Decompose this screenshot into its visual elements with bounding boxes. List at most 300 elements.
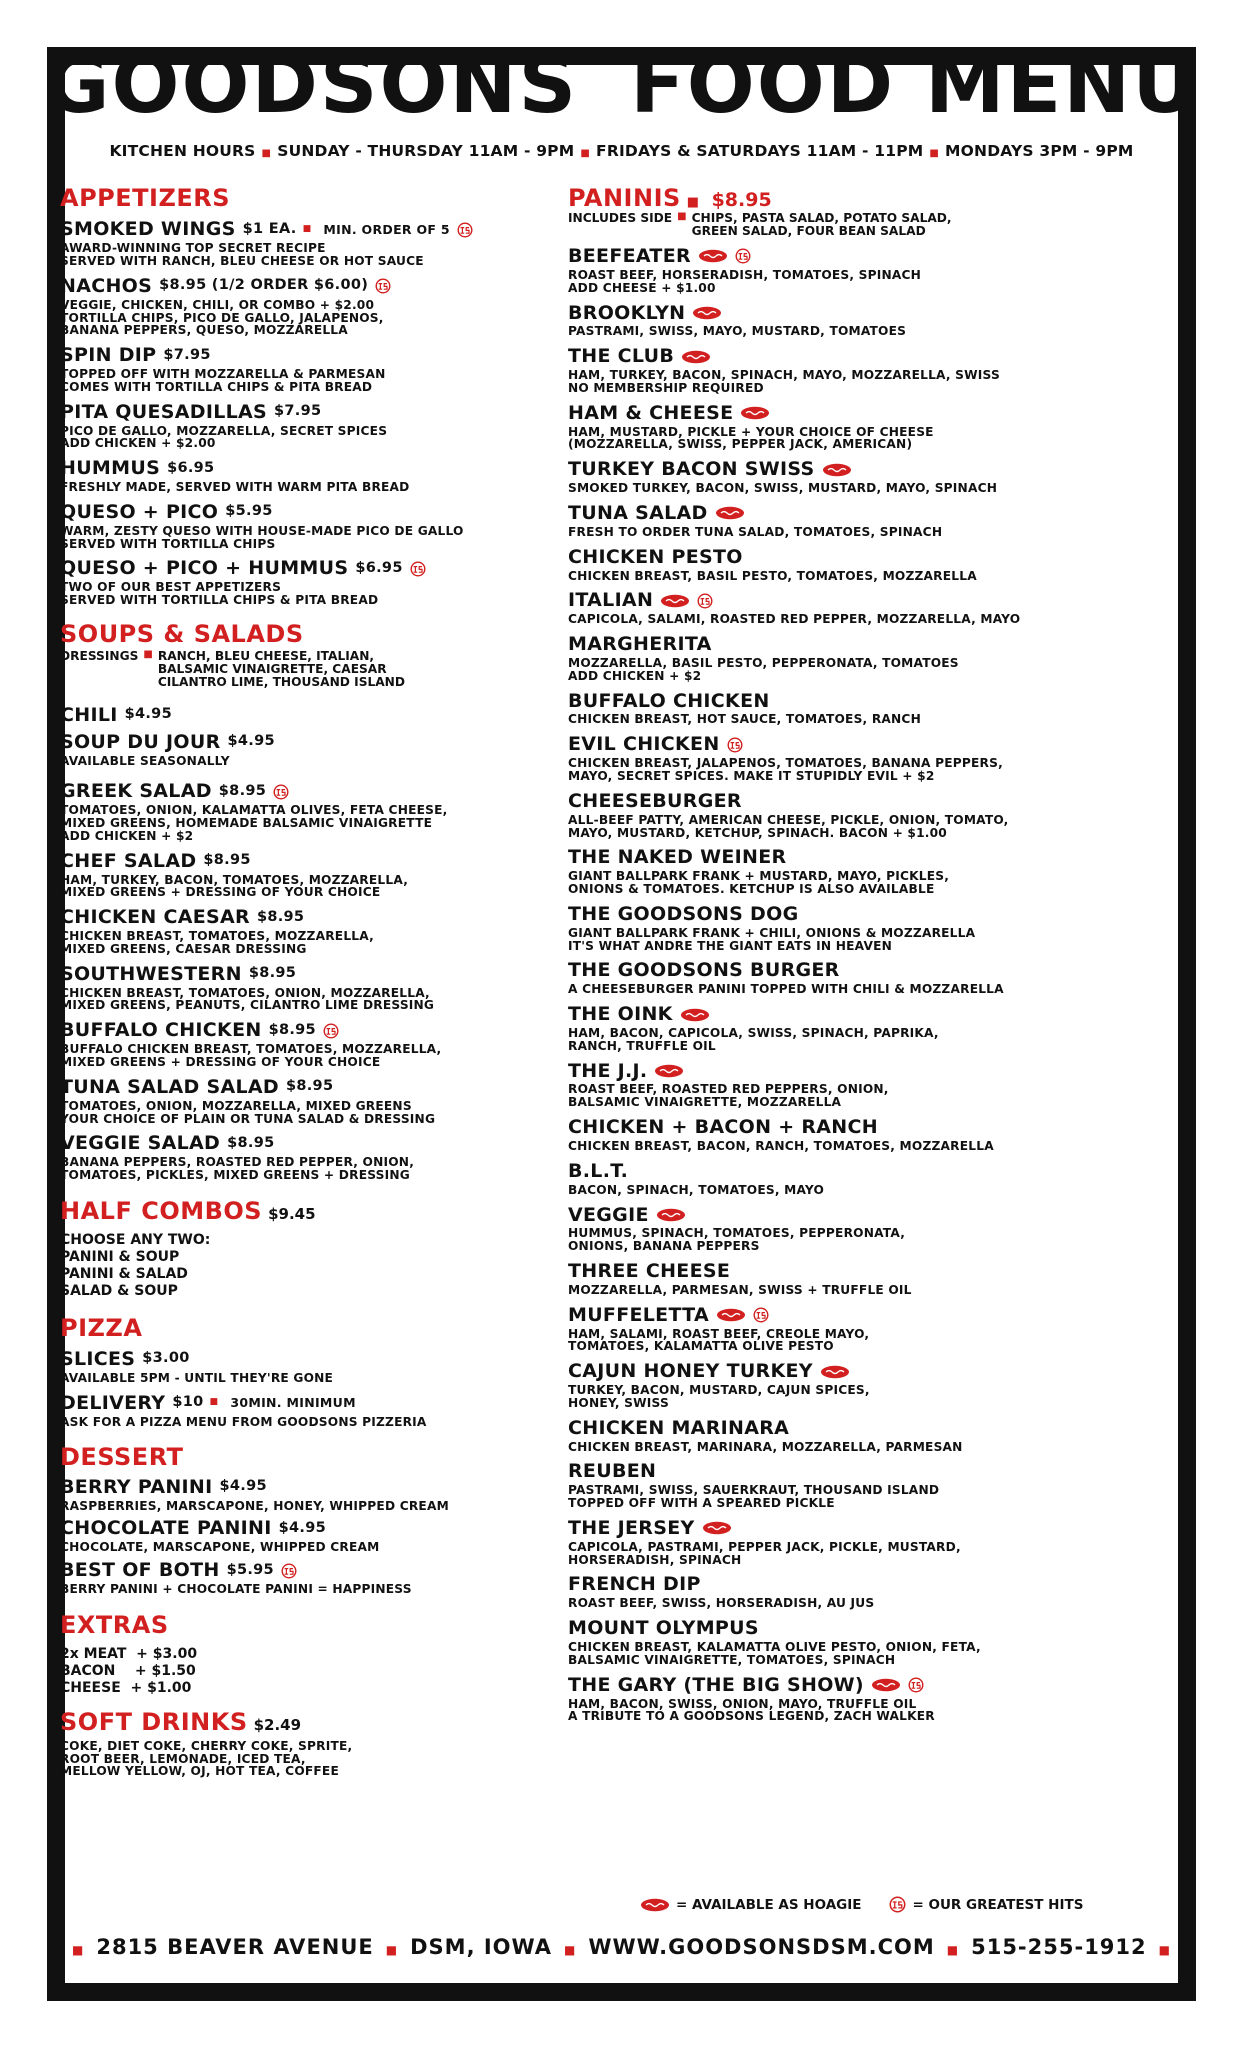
item-description — [60, 804, 560, 842]
item-note: 30MIN. MINIMUM — [230, 1395, 356, 1411]
item-description — [568, 1541, 1098, 1567]
description-line: RASPBERRIES, MARSCAPONE, HONEY, WHIPPED CREAM — [60, 1498, 449, 1513]
menu-item — [568, 904, 1098, 953]
item-name-row — [60, 964, 560, 985]
item-name: BEEFEATER — [568, 245, 691, 268]
menu-item — [568, 1261, 1098, 1297]
drink-line: COKE, DIET COKE, CHERRY COKE, SPRITE, — [60, 1738, 353, 1753]
menu-item — [568, 1618, 1098, 1667]
item-note: MIN. ORDER OF 5 — [323, 221, 450, 237]
hoagie-icon — [656, 1208, 686, 1222]
description-line: HAM, MUSTARD, PICKLE + YOUR CHOICE OF CHEESE — [568, 424, 934, 439]
item-description — [568, 570, 1098, 583]
description-line: BUFFALO CHICKEN BREAST, TOMATOES, MOZZARELLA, — [60, 1042, 442, 1057]
item-description — [60, 1100, 560, 1126]
item-name-row — [60, 1477, 560, 1498]
dressings-label: DRESSINGS — [60, 649, 139, 664]
item-name: SOUTHWESTERN — [60, 962, 242, 985]
item-description — [568, 613, 1098, 626]
separator: ■ — [72, 1943, 85, 1957]
item-description — [568, 1184, 1098, 1197]
section-title-appetizers: APPETIZERS — [60, 184, 231, 212]
footer-entry: DSM, IOWA — [410, 1935, 552, 1959]
item-description — [60, 481, 560, 494]
item-name: MUFFELETTA — [568, 1303, 709, 1326]
item-name: THE NAKED WEINER — [568, 846, 787, 869]
menu-item — [568, 246, 1098, 295]
combo-line: CHOOSE ANY TWO: — [60, 1232, 211, 1249]
item-description — [60, 525, 560, 551]
item-name: THE GOODSONS BURGER — [568, 959, 840, 982]
item-name-row — [60, 558, 560, 579]
hoagie-icon — [822, 463, 852, 477]
description-line: GIANT BALLPARK FRANK + MUSTARD, MAYO, PICKLES, — [568, 869, 950, 884]
item-description — [568, 325, 1098, 338]
item-description — [568, 1328, 1098, 1354]
menu-item — [568, 791, 1098, 840]
item-name-row — [568, 1004, 1098, 1025]
description-line: ADD CHEESE + $1.00 — [568, 280, 716, 295]
description-line: CHOCOLATE, MARSCAPONE, WHIPPED CREAM — [60, 1540, 380, 1555]
description-line: MIXED GREENS + DRESSING OF YOUR CHOICE — [60, 885, 381, 900]
description-line: BALSAMIC VINAIGRETTE, TOMATOES, SPINACH — [568, 1652, 896, 1667]
hoagie-icon — [692, 306, 722, 320]
menu-item — [60, 1560, 560, 1596]
description-line: ADD CHICKEN + $2.00 — [60, 436, 216, 451]
menu-item — [60, 219, 560, 268]
hours-entry: FRIDAYS & SATURDAYS 11AM - 11PM — [596, 142, 924, 160]
description-line: HAM, BACON, SWISS, ONION, MAYO, TRUFFLE OIL — [568, 1696, 917, 1711]
description-line: FRESH TO ORDER TUNA SALAD, TOMATOES, SPINACH — [568, 524, 943, 539]
description-line: NO MEMBERSHIP REQUIRED — [568, 380, 764, 395]
paninis-title: PANINIS — [568, 184, 681, 212]
item-name: THE JERSEY — [568, 1516, 695, 1539]
menu-item — [60, 1020, 560, 1069]
item-description — [568, 927, 1098, 953]
hoagie-icon — [681, 350, 711, 364]
soft-drinks-title: SOFT DRINKS — [60, 1708, 248, 1737]
hoagie-icon — [680, 1008, 710, 1022]
item-price: $4.95 — [278, 1519, 326, 1536]
menu-item — [568, 459, 1098, 495]
menu-item — [568, 503, 1098, 539]
description-line: TURKEY, BACON, MUSTARD, CAJUN SPICES, — [568, 1383, 870, 1398]
item-description — [568, 1027, 1098, 1053]
description-line: MIXED GREENS, PEANUTS, CILANTRO LIME DRESSING — [60, 998, 435, 1013]
side-label: INCLUDES SIDE — [568, 211, 673, 226]
description-line: MIXED GREENS, HOMEMADE BALSAMIC VINAIGRETTE — [60, 816, 433, 831]
description-line: CHICKEN BREAST, TOMATOES, ONION, MOZZARELLA, — [60, 985, 430, 1000]
menu-item — [60, 1393, 560, 1429]
section-title-pizza: PIZZA — [60, 1313, 143, 1342]
item-description — [60, 1541, 560, 1554]
item-description — [568, 1140, 1098, 1153]
item-description — [568, 1597, 1098, 1610]
description-line: PICO DE GALLO, MOZZARELLA, SECRET SPICES — [60, 423, 388, 438]
separator: ■ — [261, 148, 272, 159]
item-name: TUNA SALAD — [568, 501, 708, 524]
item-name-row — [60, 1133, 560, 1154]
separator: ■ — [302, 223, 312, 234]
extra-line: 2x MEAT + $3.00 — [60, 1646, 198, 1663]
description-line: TOMATOES, ONION, KALAMATTA OLIVES, FETA CHEESE, — [60, 803, 448, 818]
title-goodsons: GOODSONS — [43, 38, 579, 131]
menu-item — [60, 502, 560, 551]
description-line: HAM, TURKEY, BACON, SPINACH, MAYO, MOZZARELLA, SWISS — [568, 368, 1000, 383]
greatest-hits-icon — [281, 1563, 297, 1579]
combo-line: PANINI & SALAD — [60, 1266, 188, 1283]
item-description — [60, 1500, 560, 1513]
description-line: WARM, ZESTY QUESO WITH HOUSE-MADE PICO DE GALLO — [60, 523, 464, 538]
item-name: BUFFALO CHICKEN — [60, 1019, 262, 1042]
description-line: TWO OF OUR BEST APPETIZERS — [60, 580, 282, 595]
item-name-row — [60, 345, 560, 366]
hoagie-icon — [716, 1308, 746, 1322]
item-description — [568, 1384, 1098, 1410]
item-name-row — [568, 847, 1098, 868]
description-line: CHICKEN BREAST, MARINARA, MOZZARELLA, PARMESAN — [568, 1439, 963, 1454]
combo-line: PANINI & SOUP — [60, 1249, 180, 1266]
item-name-row — [568, 303, 1098, 324]
menu-item — [568, 1574, 1098, 1610]
greatest-hits-icon — [375, 278, 391, 294]
extras-lines — [60, 1646, 560, 1697]
description-line: CHICKEN BREAST, BASIL PESTO, TOMATOES, MOZZARELLA — [568, 568, 977, 583]
description-line: MAYO, SECRET SPICES. MAKE IT STUPIDLY EVIL + $2 — [568, 769, 935, 783]
greatest-hits-icon — [889, 1896, 906, 1913]
side-line: GREEN SALAD, FOUR BEAN SALAD — [691, 224, 926, 239]
menu-item — [60, 1133, 560, 1182]
menu-item — [60, 732, 560, 768]
item-name-row — [568, 547, 1098, 568]
hoagie-icon — [702, 1521, 732, 1535]
description-line: HAM, BACON, CAPICOLA, SWISS, SPINACH, PAPRIKA, — [568, 1025, 939, 1040]
item-name-row — [60, 705, 560, 726]
item-name-row — [60, 1020, 560, 1041]
description-line: AVAILABLE SEASONALLY — [60, 753, 230, 768]
menu-item — [60, 558, 560, 607]
item-name: THE J.J. — [568, 1059, 648, 1082]
item-name-row — [568, 1205, 1098, 1226]
menu-item — [568, 734, 1098, 783]
item-name: CHEESEBURGER — [568, 789, 742, 812]
item-name: THE CLUB — [568, 345, 675, 368]
right-column — [568, 185, 1098, 1723]
description-line: MIXED GREENS + DRESSING OF YOUR CHOICE — [60, 1055, 381, 1069]
separator: ■ — [1158, 1943, 1171, 1957]
menu-item — [568, 1418, 1098, 1454]
description-line: CAPICOLA, SALAMI, ROASTED RED PEPPER, MOZZARELLA, MAYO — [568, 612, 1021, 627]
item-name: BUFFALO CHICKEN — [568, 689, 770, 712]
item-name-row — [568, 1061, 1098, 1082]
item-price: $10 — [172, 1394, 204, 1411]
footer-entry: 2815 BEAVER AVENUE — [96, 1935, 374, 1959]
item-name: NACHOS — [60, 274, 153, 297]
item-description — [568, 369, 1098, 395]
item-description — [568, 814, 1098, 840]
item-description — [568, 983, 1098, 996]
item-name: THREE CHEESE — [568, 1260, 731, 1283]
description-line: ONIONS & TOMATOES. KETCHUP IS ALSO AVAILABLE — [568, 882, 935, 897]
item-name-row — [568, 904, 1098, 925]
separator: ■ — [209, 1397, 219, 1408]
menu-item — [568, 1675, 1098, 1724]
section-title-soups-salads: SOUPS & SALADS — [60, 620, 304, 648]
item-description — [568, 1484, 1098, 1510]
legend-hoagie-text: = AVAILABLE AS HOAGIE — [676, 1896, 862, 1913]
item-name: VEGGIE SALAD — [60, 1132, 221, 1155]
item-name: PITA QUESADILLAS — [60, 400, 267, 423]
greatest-hits-icon — [410, 561, 426, 577]
description-line: TOMATOES, ONION, MOZZARELLA, MIXED GREENS — [60, 1098, 412, 1113]
description-line: MIXED GREENS, CAESAR DRESSING — [60, 941, 307, 956]
item-name-row — [568, 1261, 1098, 1282]
half-combos-price: $9.45 — [268, 1204, 316, 1223]
item-name: CHICKEN + BACON + RANCH — [568, 1116, 878, 1139]
item-name: HAM & CHEESE — [568, 401, 734, 424]
hoagie-icon — [715, 506, 745, 520]
item-description — [60, 1156, 560, 1182]
separator: ■ — [946, 1943, 960, 1957]
item-name: GREEK SALAD — [60, 780, 212, 803]
soups-list — [60, 705, 560, 768]
menu-item — [60, 276, 560, 337]
greatest-hits-icon — [908, 1677, 924, 1693]
item-description — [60, 581, 560, 607]
menu-item — [568, 303, 1098, 339]
section-title-soft-drinks — [60, 1709, 560, 1735]
item-name-row — [60, 276, 560, 297]
item-description — [60, 1372, 560, 1385]
description-line: ASK FOR A PIZZA MENU FROM GOODSONS PIZZERIA — [60, 1414, 427, 1429]
hours-entry: KITCHEN HOURS — [109, 142, 256, 160]
menu-item — [568, 960, 1098, 996]
hoagie-icon — [820, 1365, 850, 1379]
menu-item — [60, 781, 560, 842]
greatest-hits-icon — [273, 784, 289, 800]
item-name: DELIVERY — [60, 1391, 166, 1414]
item-name-row — [568, 1361, 1098, 1382]
item-description — [60, 987, 560, 1013]
item-price: $1 EA. — [242, 220, 297, 237]
item-name: THE GOODSONS DOG — [568, 902, 799, 925]
hoagie-icon — [871, 1678, 901, 1692]
item-price: $8.95 (1/2 ORDER $6.00) — [159, 277, 369, 294]
description-line: CAPICOLA, PASTRAMI, PEPPER JACK, PICKLE, MUSTARD, — [568, 1539, 961, 1554]
legend — [640, 1896, 1083, 1913]
item-name-row — [568, 734, 1098, 755]
item-description — [60, 1583, 560, 1596]
greatest-hits-icon — [457, 222, 473, 238]
item-description — [568, 1083, 1098, 1109]
footer-entry: 515-255-1912 — [971, 1935, 1147, 1959]
item-description — [60, 299, 560, 337]
item-name: CHICKEN PESTO — [568, 545, 743, 568]
item-description — [568, 713, 1098, 726]
legend-hits-text: = OUR GREATEST HITS — [912, 1896, 1084, 1913]
description-line: AVAILABLE 5PM - UNTIL THEY'RE GONE — [60, 1370, 334, 1385]
description-line: BACON, SPINACH, TOMATOES, MAYO — [568, 1182, 825, 1197]
item-name-row — [568, 503, 1098, 524]
item-description — [568, 757, 1098, 783]
item-price: $6.95 — [167, 459, 215, 476]
item-name-row — [60, 1393, 560, 1414]
menu-item — [568, 1305, 1098, 1354]
description-line: ALL-BEEF PATTY, AMERICAN CHEESE, PICKLE, ONION, TOMATO, — [568, 812, 1009, 827]
menu-item — [568, 1205, 1098, 1254]
item-description — [568, 269, 1098, 295]
description-line: RANCH, TRUFFLE OIL — [568, 1038, 716, 1053]
dressing-line: CILANTRO LIME, THOUSAND ISLAND — [157, 675, 405, 690]
item-name-row — [568, 346, 1098, 367]
description-line: A CHEESEBURGER PANINI TOPPED WITH CHILI & MOZZARELLA — [568, 982, 1004, 997]
item-price: $8.95 — [268, 1021, 316, 1038]
item-name: THE GARY (THE BIG SHOW) — [568, 1673, 864, 1696]
paninis-price: $8.95 — [711, 189, 772, 211]
half-combos-title: HALF COMBOS — [60, 1196, 263, 1225]
description-line: (MOZZARELLA, SWISS, PEPPER JACK, AMERICAN) — [568, 437, 913, 452]
menu-item — [568, 590, 1098, 626]
separator: ■ — [143, 649, 153, 661]
menu-item — [60, 1477, 560, 1513]
description-line: TOMATOES, KALAMATTA OLIVE PESTO — [568, 1339, 834, 1354]
drink-line: MELLOW YELLOW, OJ, HOT TEA, COFFEE — [60, 1764, 339, 1779]
description-line: A TRIBUTE TO A GOODSONS LEGEND, ZACH WALKER — [568, 1709, 935, 1724]
item-price: $8.95 — [227, 1134, 275, 1151]
item-name-row — [568, 960, 1098, 981]
description-line: COMES WITH TORTILLA CHIPS & PITA BREAD — [60, 379, 373, 394]
item-name-row — [60, 1077, 560, 1098]
separator: ■ — [385, 1943, 399, 1957]
item-name: SOUP DU JOUR — [60, 730, 221, 753]
menu-item — [568, 1061, 1098, 1110]
item-price: $4.95 — [219, 1478, 267, 1495]
item-description — [60, 930, 560, 956]
item-name-row — [60, 458, 560, 479]
item-name-row — [60, 219, 560, 240]
item-name-row — [568, 1161, 1098, 1182]
description-line: SERVED WITH TORTILLA CHIPS — [60, 536, 276, 551]
item-name-row — [568, 459, 1098, 480]
item-name: VEGGIE — [568, 1203, 649, 1226]
left-column — [60, 185, 560, 1778]
greatest-hits-icon — [323, 1023, 339, 1039]
greatest-hits-icon — [753, 1307, 769, 1323]
item-name: CHILI — [60, 703, 118, 726]
item-price: $4.95 — [227, 733, 275, 750]
item-name: SMOKED WINGS — [60, 218, 236, 241]
item-name-row — [568, 1418, 1098, 1439]
appetizers-list — [60, 219, 560, 607]
item-price: $5.95 — [226, 1561, 274, 1578]
item-name-row — [60, 781, 560, 802]
description-line: SERVED WITH TORTILLA CHIPS & PITA BREAD — [60, 593, 379, 608]
menu-item — [568, 403, 1098, 452]
item-description — [60, 425, 560, 451]
item-description — [60, 755, 560, 768]
item-description — [568, 1284, 1098, 1297]
title-food-menu: FOOD MENU — [630, 38, 1200, 131]
item-price: $8.95 — [285, 1078, 334, 1095]
item-name: CHICKEN MARINARA — [568, 1416, 790, 1439]
menu-item — [60, 1077, 560, 1126]
menu-item — [60, 907, 560, 956]
description-line: TOPPED OFF WITH A SPEARED PICKLE — [568, 1496, 835, 1511]
description-line: TORTILLA CHIPS, PICO DE GALLO, JALAPENOS, — [60, 310, 384, 325]
item-price: $8.95 — [218, 782, 267, 799]
item-name: THE OINK — [568, 1003, 673, 1026]
menu-item — [568, 1361, 1098, 1410]
menu-item — [60, 458, 560, 494]
item-name-row — [568, 246, 1098, 267]
menu-item — [60, 402, 560, 451]
description-line: SERVED WITH RANCH, BLEU CHEESE OR HOT SAUCE — [60, 254, 424, 269]
item-name: FRENCH DIP — [568, 1573, 701, 1596]
separator: ■ — [677, 211, 687, 223]
item-price: $6.95 — [355, 559, 403, 576]
description-line: CHICKEN BREAST, HOT SAUCE, TOMATOES, RANCH — [568, 712, 921, 727]
hours-entry: MONDAYS 3PM - 9PM — [945, 142, 1134, 160]
item-name-row — [60, 907, 560, 928]
description-line: HONEY, SWISS — [568, 1395, 669, 1410]
item-name: TURKEY BACON SWISS — [568, 458, 815, 481]
item-price: $5.95 — [225, 503, 273, 520]
item-description — [568, 870, 1098, 896]
item-description — [568, 1641, 1098, 1667]
separator: ■ — [564, 1943, 577, 1957]
dessert-list — [60, 1477, 560, 1596]
menu-item — [60, 851, 560, 900]
footer-entry: WWW.GOODSONSDSM.COM — [588, 1935, 935, 1959]
paninis-side — [568, 212, 1098, 238]
description-line: CHICKEN BREAST, TOMATOES, MOZZARELLA, — [60, 929, 374, 944]
half-combos-lines — [60, 1232, 560, 1300]
item-name: MOUNT OLYMPUS — [568, 1617, 759, 1640]
item-description — [60, 1043, 560, 1069]
item-name: ITALIAN — [568, 589, 654, 612]
item-description — [568, 482, 1098, 495]
description-line: ROAST BEEF, SWISS, HORSERADISH, AU JUS — [568, 1596, 875, 1611]
description-line: ONIONS, BANANA PEPPERS — [568, 1239, 760, 1254]
section-title-dessert: DESSERT — [60, 1443, 184, 1472]
item-description — [60, 242, 560, 268]
item-description — [568, 1698, 1098, 1724]
description-line: HUMMUS, SPINACH, TOMATOES, PEPPERONATA, — [568, 1226, 906, 1241]
item-name-row — [60, 1349, 560, 1370]
side-values — [692, 212, 952, 238]
item-name-row — [568, 1305, 1098, 1326]
menu-item — [568, 847, 1098, 896]
dressing-line: RANCH, BLEU CHEESE, ITALIAN, — [157, 649, 375, 664]
item-name: EVIL CHICKEN — [568, 733, 720, 756]
item-name-row — [568, 791, 1098, 812]
item-name-row — [568, 1675, 1098, 1696]
item-name: BERRY PANINI — [60, 1475, 213, 1498]
side-line: CHIPS, PASTA SALAD, POTATO SALAD, — [691, 211, 952, 226]
menu-item — [568, 691, 1098, 727]
item-price: $7.95 — [274, 403, 322, 420]
item-price: $7.95 — [163, 346, 211, 363]
menu-item — [568, 1004, 1098, 1053]
item-name-row — [568, 1461, 1098, 1482]
description-line: HAM, SALAMI, ROAST BEEF, CREOLE MAYO, — [568, 1326, 870, 1341]
hoagie-icon — [654, 1064, 684, 1078]
item-price: $8.95 — [248, 965, 297, 982]
menu-item — [60, 345, 560, 394]
description-line: MAYO, MUSTARD, KETCHUP, SPINACH. BACON + $1.00 — [568, 825, 947, 840]
item-description — [60, 1416, 560, 1429]
description-line: MOZZARELLA, PARMESAN, SWISS + TRUFFLE OIL — [568, 1282, 912, 1297]
